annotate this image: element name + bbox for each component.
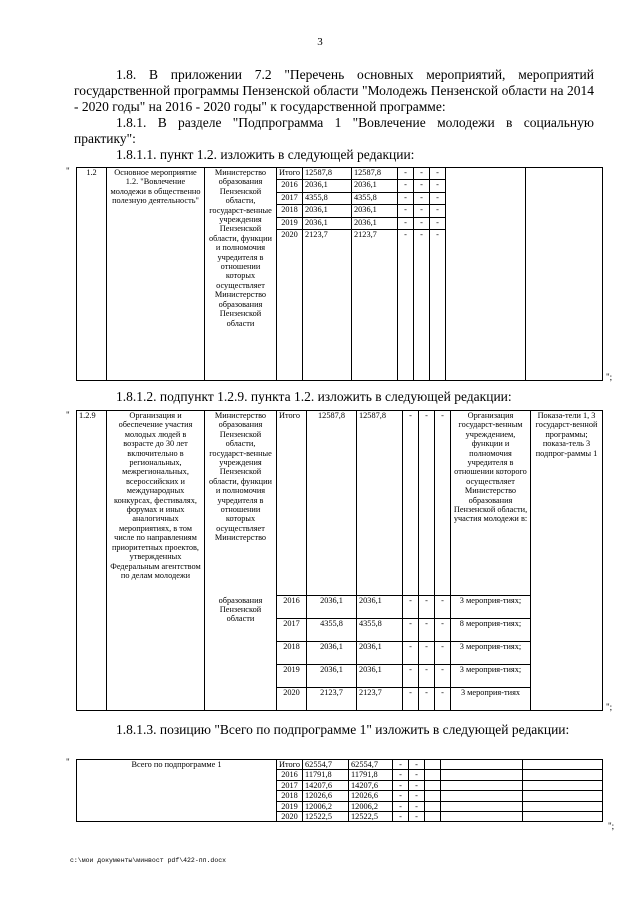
dash-cell: -	[430, 217, 446, 229]
row-number: 1.2.9	[77, 411, 107, 711]
total-cell: 4355,8	[303, 192, 352, 204]
empty-cell	[441, 801, 523, 811]
activity-name: Основное мероприятие 1.2. "Вовлечение молодежи в общественно полезную деятельность"	[107, 168, 205, 381]
budget-cell: 62554,7	[349, 760, 393, 770]
year-cell: 2019	[277, 217, 303, 229]
table-main-activity-1-2	[76, 167, 603, 381]
empty-cell	[441, 760, 523, 770]
budget-cell: 12026,6	[349, 791, 393, 801]
empty-cell	[523, 760, 603, 770]
close-quote: ";	[608, 821, 615, 831]
total-cell: 4355,8	[307, 619, 357, 642]
empty-cell	[523, 791, 603, 801]
total-cell: 2036,1	[303, 217, 352, 229]
empty-cell	[523, 780, 603, 790]
empty-cell	[425, 760, 441, 770]
dash-cell: -	[409, 791, 425, 801]
dash-cell: -	[393, 780, 409, 790]
executor: Министерство образования Пензенской области, государст-венные учреждения Пензенской области, функции и полномочия учредителя в отношении которых осуществляет Министерство	[205, 411, 277, 596]
empty-cell	[425, 801, 441, 811]
year-cell: 2016	[277, 180, 303, 192]
open-quote: "	[66, 410, 70, 420]
dash-cell: -	[398, 205, 414, 217]
year-cell: 2016	[277, 770, 303, 780]
dash-cell: -	[430, 180, 446, 192]
budget-cell: 4355,8	[352, 192, 398, 204]
dash-cell: -	[419, 619, 435, 642]
year-cell: 2020	[277, 688, 307, 711]
dash-cell: -	[435, 642, 451, 665]
empty-cell	[441, 780, 523, 790]
dash-cell: -	[393, 791, 409, 801]
budget-cell: 12587,8	[357, 411, 403, 596]
dash-cell: -	[419, 642, 435, 665]
budget-cell: 12522,5	[349, 812, 393, 822]
paragraph-1-8-1: 1.8.1. В разделе "Подпрограмма 1 "Вовлечение молодежи в социальную практику":	[74, 115, 594, 146]
year-cell: 2020	[277, 230, 303, 381]
dash-cell: -	[430, 230, 446, 381]
empty-cell	[446, 168, 526, 381]
year-cell: Итого	[277, 168, 303, 180]
activity-name: Организация и обеспечение участия молодых людей в возрасте до 30 лет включительно в региональных, межрегиональных, всероссийских и международных конкурсах, фестивалях, форумах и иных аналогичных мероприятиях, в том числе по направлениям приоритетных проектов, утвержденных Федеральным агентством по делам молодежи	[107, 411, 205, 711]
budget-cell: 2036,1	[357, 665, 403, 688]
total-cell: 12522,5	[303, 812, 349, 822]
dash-cell: -	[435, 688, 451, 711]
dash-cell: -	[414, 205, 430, 217]
total-cell: 2123,7	[307, 688, 357, 711]
total-cell: 2123,7	[303, 230, 352, 381]
executor-continued: образования Пензенской области	[205, 596, 277, 711]
total-cell: 62554,7	[303, 760, 349, 770]
empty-cell	[425, 812, 441, 822]
dash-cell: -	[403, 411, 419, 596]
empty-cell	[441, 812, 523, 822]
dash-cell: -	[398, 192, 414, 204]
dash-cell: -	[403, 688, 419, 711]
empty-cell	[425, 780, 441, 790]
budget-cell: 2123,7	[352, 230, 398, 381]
dash-cell: -	[430, 168, 446, 180]
empty-cell	[425, 770, 441, 780]
dash-cell: -	[409, 812, 425, 822]
dash-cell: -	[419, 688, 435, 711]
dash-cell: -	[414, 217, 430, 229]
dash-cell: -	[403, 642, 419, 665]
paragraph-1-8-1-2: 1.8.1.2. подпункт 1.2.9. пункта 1.2. изложить в следующей редакции:	[116, 389, 512, 404]
empty-cell	[441, 791, 523, 801]
paragraph-1-8-1-1: 1.8.1.1. пункт 1.2. изложить в следующей редакции:	[116, 147, 415, 162]
total-cell: 2036,1	[307, 665, 357, 688]
year-cell: 2017	[277, 780, 303, 790]
total-cell: 2036,1	[303, 180, 352, 192]
dash-cell: -	[393, 760, 409, 770]
year-cell: 2017	[277, 619, 307, 642]
indicator-heading: Организация государст-венным учреждением, функции и полномочия учредителя в отношении которого осуществляет Министерство образования Пензенской области, участия молодежи в:	[451, 411, 531, 596]
year-cell: 2018	[277, 642, 307, 665]
dash-cell: -	[435, 665, 451, 688]
empty-cell	[526, 168, 603, 381]
year-cell: 2018	[277, 205, 303, 217]
total-cell: 14207,6	[303, 780, 349, 790]
budget-cell: 2036,1	[357, 596, 403, 619]
dash-cell: -	[398, 230, 414, 381]
dash-cell: -	[419, 411, 435, 596]
budget-cell: 2036,1	[357, 642, 403, 665]
total-cell: 2036,1	[307, 642, 357, 665]
dash-cell: -	[398, 180, 414, 192]
dash-cell: -	[393, 770, 409, 780]
dash-cell: -	[419, 665, 435, 688]
empty-cell	[523, 801, 603, 811]
paragraph-1-8-1-3: 1.8.1.3. позицию "Всего по подпрограмме 1" изложить в следующей редакции:	[116, 722, 570, 737]
budget-cell: 4355,8	[357, 619, 403, 642]
open-quote: "	[66, 757, 70, 767]
dash-cell: -	[409, 801, 425, 811]
dash-cell: -	[409, 770, 425, 780]
dash-cell: -	[430, 205, 446, 217]
dash-cell: -	[409, 780, 425, 790]
dash-cell: -	[409, 760, 425, 770]
close-quote: ";	[606, 702, 613, 712]
empty-cell	[441, 770, 523, 780]
budget-cell: 2036,1	[352, 180, 398, 192]
total-cell: 12587,8	[307, 411, 357, 596]
year-cell: 2020	[277, 812, 303, 822]
indicator-cell: 3 мероприя-тиях	[451, 688, 531, 711]
row-number: 1.2	[77, 168, 107, 381]
empty-cell	[523, 770, 603, 780]
paragraph-1-8: 1.8. В приложении 7.2 "Перечень основных мероприятий, мероприятий государственной программы Пензенской области "Молодежь Пензенской области на 2014 - 2020 годы" на 2016 - 2020 годы" к государственной программе:	[74, 67, 594, 114]
indicator-cell: 8 мероприя-тиях;	[451, 619, 531, 642]
dash-cell: -	[419, 596, 435, 619]
total-cell: 2036,1	[303, 205, 352, 217]
dash-cell: -	[414, 168, 430, 180]
budget-cell: 2123,7	[357, 688, 403, 711]
indicator-cell: 3 мероприя-тиях;	[451, 642, 531, 665]
dash-cell: -	[403, 665, 419, 688]
open-quote: "	[66, 166, 70, 176]
empty-cell	[523, 812, 603, 822]
dash-cell: -	[398, 217, 414, 229]
budget-cell: 14207,6	[349, 780, 393, 790]
year-cell: 2016	[277, 596, 307, 619]
dash-cell: -	[414, 192, 430, 204]
budget-cell: 12587,8	[352, 168, 398, 180]
dash-cell: -	[435, 411, 451, 596]
total-cell: 2036,1	[307, 596, 357, 619]
year-cell: 2018	[277, 791, 303, 801]
table-subitem-1-2-9	[76, 410, 603, 711]
year-cell: 2019	[277, 665, 307, 688]
year-cell: 2019	[277, 801, 303, 811]
budget-cell: 2036,1	[352, 217, 398, 229]
total-cell: 11791,8	[303, 770, 349, 780]
total-cell: 12026,6	[303, 791, 349, 801]
dash-cell: -	[430, 192, 446, 204]
dash-cell: -	[393, 801, 409, 811]
total-cell: 12587,8	[303, 168, 352, 180]
empty-cell	[425, 791, 441, 801]
year-cell: Итого	[277, 411, 307, 596]
budget-cell: 12006,2	[349, 801, 393, 811]
executor: Министерство образования Пензенской области, государст-венные учреждения Пензенской области, функции и полномочия учредителя в отношении которых осуществляет Министерство образования Пензенской области	[205, 168, 277, 381]
close-quote: ";	[606, 372, 613, 382]
budget-cell: 11791,8	[349, 770, 393, 780]
target-indicators: Показа-тели 1, 3 государст-венной программы; показа-тель 3 подпрог-раммы 1	[531, 411, 603, 711]
indicator-cell: 3 мероприя-тиях;	[451, 596, 531, 619]
dash-cell: -	[435, 596, 451, 619]
year-cell: 2017	[277, 192, 303, 204]
dash-cell: -	[414, 230, 430, 381]
dash-cell: -	[414, 180, 430, 192]
page-number: 3	[317, 36, 323, 48]
dash-cell: -	[435, 619, 451, 642]
subprogram-total-label: Всего по подпрограмме 1	[77, 760, 277, 822]
dash-cell: -	[403, 596, 419, 619]
year-cell: Итого	[277, 760, 303, 770]
indicator-cell: 3 мероприя-тиях;	[451, 665, 531, 688]
total-cell: 12006,2	[303, 801, 349, 811]
table-total-subprogram-1	[76, 759, 603, 822]
dash-cell: -	[393, 812, 409, 822]
budget-cell: 2036,1	[352, 205, 398, 217]
footer-file-path: c:\мои документы\минвост pdf\422-пп.docx	[70, 857, 227, 864]
dash-cell: -	[398, 168, 414, 180]
dash-cell: -	[403, 619, 419, 642]
